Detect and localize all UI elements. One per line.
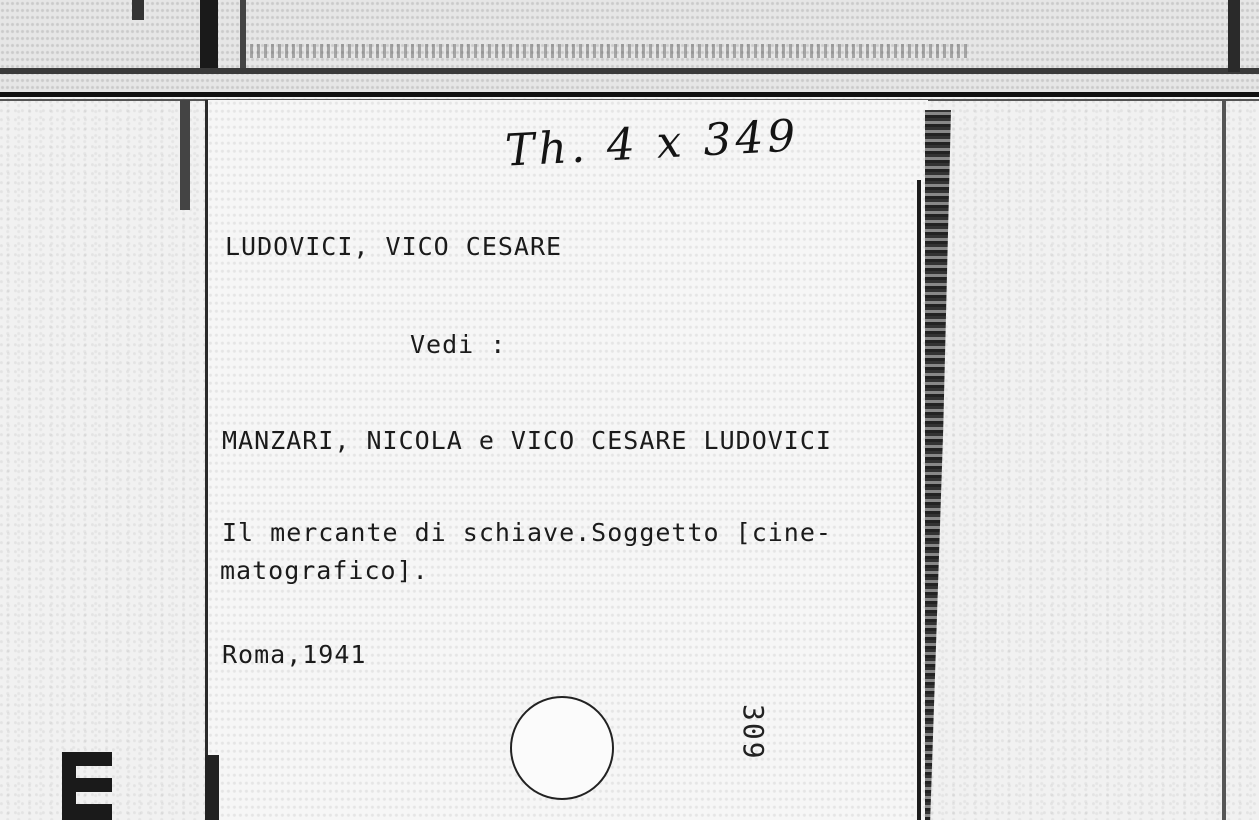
referenced-entry: MANZARI, NICOLA e VICO CESARE LUDOVICI [222,426,832,455]
edge-bar-thin [240,0,246,72]
punch-hole [510,696,614,800]
card-left-bottom-bar [205,755,219,820]
title-line-1: Il mercante di schiave.Soggetto [cine- [222,518,832,547]
card-divider-line [0,68,1259,74]
card-top-edge [0,92,1259,97]
edge-mark [132,0,144,20]
edge-bar-right [1228,0,1240,72]
card-left-bar [180,100,190,210]
back-card-edge [1222,100,1226,820]
card-right-line [917,180,921,820]
card-right-edge [925,110,951,820]
handwritten-shelfmark: Th. 4 x 349 [503,110,801,177]
tab-letter-mark [62,752,112,820]
edge-bar [200,0,218,72]
imprint: Roma,1941 [222,640,367,669]
card-number: 309 [737,704,770,761]
title-line-2: matografico]. [220,556,429,585]
faded-typed-line [250,44,970,58]
author-heading: LUDOVICI, VICO CESARE [225,232,563,261]
see-reference-label: Vedi : [410,330,507,359]
previous-card-strip [0,0,1259,96]
